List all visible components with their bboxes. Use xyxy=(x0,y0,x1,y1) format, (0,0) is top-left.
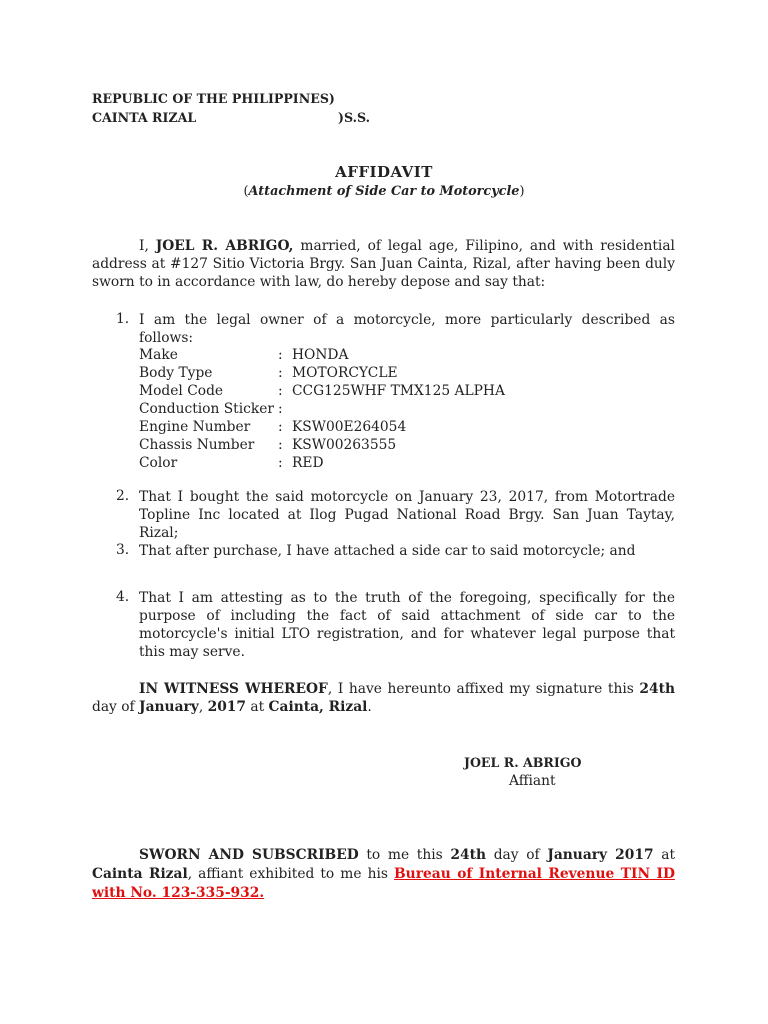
spec-row-color: Color : RED xyxy=(139,455,324,471)
item-4-number: 4. xyxy=(116,589,130,605)
item-3-text: That after purchase, I have attached a side car to said motorcycle; and xyxy=(139,543,636,559)
spec-row-model-code: Model Code : CCG125WHF TMX125 ALPHA xyxy=(139,383,505,399)
spec-row-conduction-sticker: Conduction Sticker : xyxy=(139,401,283,417)
signature-role: Affiant xyxy=(509,773,556,789)
item-1-text: I am the legal owner of a motorcycle, more particularly described as follows: xyxy=(139,312,675,346)
item-1-number: 1. xyxy=(116,311,130,327)
witness-paragraph: IN WITNESS WHEREOF, I have hereunto affixed my signature this 24th day of January, 2017 at Cainta, Rizal. xyxy=(92,681,676,715)
signature-name: JOEL R. ABRIGO xyxy=(464,755,582,770)
affiant-name: JOEL R. ABRIGO, xyxy=(155,238,294,254)
caption-republic: REPUBLIC OF THE PHILIPPINES) xyxy=(92,91,335,106)
item-4-text: That I am attesting as to the truth of the foregoing, specifically for the purpose of including the fact of said attachment of side car to the motorcycle's initial LTO registration, and for whatever legal purpose that this may serve. xyxy=(139,590,675,660)
item-3-number: 3. xyxy=(116,542,130,558)
document-title: AFFIDAVIT xyxy=(335,163,433,181)
spec-row-chassis-number: Chassis Number : KSW00263555 xyxy=(139,437,397,453)
spec-row-make: Make : HONDA xyxy=(139,347,349,363)
item-2-text: That I bought the said motorcycle on January 23, 2017, from Motortrade Topline Inc located at Ilog Pugad National Road Brgy. San Juan Taytay, Rizal; xyxy=(139,489,675,541)
caption-ss: )S.S. xyxy=(338,110,371,125)
caption-cainta: CAINTA RIZAL xyxy=(92,110,197,125)
jurat-paragraph: SWORN AND SUBSCRIBED to me this 24th day of January 2017 at Cainta Rizal, affiant exhibited to me his Bureau of Internal Revenue TIN ID with No. 123-335-932. xyxy=(92,847,676,901)
spec-row-body-type: Body Type : MOTORCYCLE xyxy=(139,365,398,381)
tin-id-reference: Bureau of Internal Revenue TIN ID with No. 123-335-932. xyxy=(92,866,675,901)
spec-row-engine-number: Engine Number : KSW00E264054 xyxy=(139,419,407,435)
motorcycle-specs xyxy=(139,346,505,472)
intro-paragraph: I, JOEL R. ABRIGO, married, of legal age, Filipino, and with residential address at #127 Sitio Victoria Brgy. San Juan Cainta, Rizal, after having been duly sworn to in accordance with law, do hereby depose and say that: xyxy=(92,238,675,290)
document-subtitle: (Attachment of Side Car to Motorcycle) xyxy=(243,184,525,199)
item-2-number: 2. xyxy=(116,488,130,504)
